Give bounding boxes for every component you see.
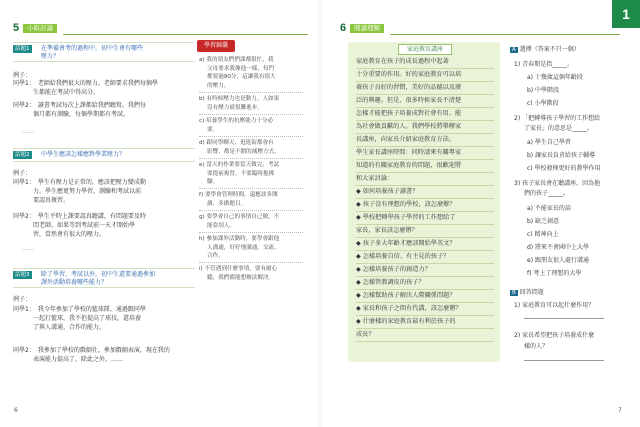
tip-line: 沒有壓力就很難進步。 [207, 104, 263, 111]
tip-line: 要學會自己的事情自己做，不 [206, 214, 280, 220]
tip-divider [199, 92, 303, 93]
tip-divider [199, 188, 303, 189]
answer-option[interactable]: b) 讓家長負責給孩子輔導 [527, 152, 596, 159]
tip-item [199, 235, 305, 261]
student-answer [13, 101, 198, 119]
passage-line: 怎樣才能把孩子培養成對社會有用、能 [356, 108, 494, 121]
tip-line: 當天的作業要當天做完，考試 [206, 162, 280, 168]
answer-line: 一起打籃球，我不但提高了球技，還培養 [33, 315, 142, 322]
tip-line: 參加課外活動時，要學會跟他 [206, 236, 280, 242]
tip-line: 影響，都是不錯的減壓方式。 [207, 148, 280, 155]
tip-item [199, 161, 305, 187]
answer-line: 學生有壓力是正常的，應該把壓力變成動 [37, 179, 146, 186]
tip-line: 要學會管理時間，還應該多閱 [204, 192, 278, 198]
left-page-number: 6 [14, 407, 18, 414]
tip-letter: i) [199, 266, 203, 272]
question [514, 330, 594, 339]
answer-option[interactable]: f) 考上了理想的大學 [527, 270, 582, 277]
passage-line: ◆ 什麼樣的家庭教育最有利於孩子的 [356, 316, 494, 329]
passage-line: ◆ 怎樣幫助孩子解決人際關係問題？ [356, 290, 494, 303]
passage-line: 家庭教育在孩子的成長過程中起著 [356, 56, 494, 69]
left-section-header [13, 22, 308, 35]
tip-item [199, 56, 305, 90]
question-number: 2) [514, 332, 521, 339]
passage-line: 長講座，向家長介紹家庭教育方法。 [356, 134, 494, 147]
topic-question-line: 在準備會考的過程中，初中生會有哪些 [41, 45, 144, 52]
answer-option[interactable]: c) 學校發揮更好的教學作用 [527, 165, 601, 172]
passage-line: 家長，家長該怎麼辦？ [356, 225, 494, 238]
question [514, 113, 600, 122]
passage-line: 為社會做貢獻的人。我們學校將舉辦家 [356, 121, 494, 134]
part-b-header [510, 287, 544, 296]
section-title: 小組討論 [23, 24, 57, 33]
tips-panel [197, 40, 307, 332]
tip-letter: f) [199, 192, 204, 198]
tip-line: 有時候壓力也是動力，人如果 [206, 96, 280, 102]
tip-letter: b) [199, 96, 205, 102]
answer-option[interactable]: e) 跟朋友很人處行溝通 [527, 257, 589, 264]
question-text: 們的孩子_____。 [524, 190, 570, 197]
answer-line: 讀書考試每次上課都給我們聽寫。我們每 [37, 102, 146, 109]
question-number: 3) [514, 180, 521, 187]
passage-line: ◆ 如何培養孩子讀書？ [356, 186, 494, 199]
tip-line: 要。 [207, 126, 219, 133]
tip-letter: d) [199, 140, 205, 146]
student-label: 同學1： [13, 306, 35, 313]
question-text: 家長希望把孩子培養成什麼 [522, 332, 595, 339]
question-number: 1) [514, 302, 521, 309]
answer-line: 我參加了學校的戲劇社，參加戲劇表演，現在我的 [37, 347, 170, 354]
tip-line: 父母要求我像他一樣，每門 [207, 65, 275, 72]
section-rule [63, 34, 308, 35]
student-label: 同學2： [13, 213, 35, 220]
answer-line: 問老師。如果等到考試前一天才開始學 [33, 222, 136, 229]
tip-item [199, 191, 305, 208]
topic-question-line: 中學生應該怎樣應對學業壓力？ [41, 151, 126, 158]
answer-line: 老師給我們很大的壓力。老師要求我們每個學 [37, 80, 158, 87]
tip-letter: e) [199, 162, 205, 168]
student-label: 同學2： [13, 102, 35, 109]
part-badge: A [512, 47, 516, 53]
tip-divider [199, 158, 303, 159]
tip-line: 的壓力。 [207, 82, 230, 89]
tip-divider [199, 114, 303, 115]
tip-letter: h) [199, 236, 205, 242]
part-title: 選擇（答案不只一個） [519, 46, 580, 53]
passage-line: ◆ 怎樣培養自信、有主見的孩子？ [356, 251, 494, 264]
topic-question-line: 除了學習、考試以外，初中生還要通過參加 [41, 271, 156, 278]
ellipsis: …… [22, 128, 34, 135]
topic-question-line: 壓力？ [41, 53, 60, 60]
question-number: 1) [514, 61, 521, 68]
passage-line: 養孩子良好的習慣，美好的品德以及廣 [356, 82, 494, 95]
student-answer [13, 346, 303, 364]
answer-option[interactable]: a) 學生自己學習 [527, 139, 571, 146]
tip-divider [199, 136, 303, 137]
passage-line: ◆ 家長和孩子之間有代溝，該怎麼辦？ [356, 303, 494, 316]
tip-item [199, 265, 305, 282]
answer-line[interactable] [524, 360, 604, 361]
question [514, 178, 600, 187]
question-text: 樣的人？ [524, 343, 549, 350]
tip-line: 合作。 [207, 253, 224, 259]
tip-letter: c) [199, 118, 205, 124]
student-label: 同學1： [13, 179, 35, 186]
passage-line: 知道的有關家庭教育的問題，很歡迎將 [356, 160, 494, 173]
topic-3-box [13, 268, 195, 288]
tip-line: 讀、多做題目。 [207, 200, 247, 207]
page-badge: 1 [612, 0, 640, 28]
passage-line: ◆ 怎樣培養孩子的創造力？ [356, 264, 494, 277]
answer-line: 了與人溝通、合作的能力。 [33, 324, 106, 331]
passage-line: ◆ 怎樣管教調皮的孩子？ [356, 277, 494, 290]
right-page-number: 7 [618, 407, 622, 414]
section-title: 閱讀理解 [350, 24, 384, 33]
question [514, 300, 594, 309]
ellipsis: …… [22, 245, 34, 252]
reading-passage [348, 42, 500, 362]
section-number: 5 [13, 22, 20, 34]
question-text: 孩子家長會在聽講座，因為他 [522, 180, 601, 187]
passage-line: ◆ 學校把轉學孩子學習的工作想給了 [356, 212, 494, 225]
answer-option[interactable]: a) 十幾歲這個年齡段 [527, 74, 583, 81]
tip-line: 人溝通，好好地溝通、交流、 [207, 244, 280, 251]
tip-line: 都要過90分，這讓我有很大 [207, 74, 276, 80]
student-answer [13, 178, 198, 205]
answer-line: 表演能力提高了。除此之外，…… [33, 356, 124, 363]
part-badge: B [512, 290, 516, 296]
tip-letter: g) [199, 214, 205, 220]
answer-line[interactable] [524, 318, 604, 319]
student-label: 同學2： [13, 347, 35, 354]
tip-line: 跟同學聊天、逛逛街都會有 [206, 140, 274, 146]
tip-item [199, 139, 305, 156]
example-label: 例子： [13, 170, 32, 177]
answer-option[interactable]: b) 缺乏創意 [527, 218, 560, 225]
student-answer [13, 79, 198, 97]
answer-option[interactable]: c) 小學階段 [527, 100, 559, 107]
topic-tag: 話題1 [15, 46, 30, 52]
answer-line: 要認真複習。 [33, 197, 70, 204]
tips-logo: 學習錦囊 [197, 40, 235, 52]
student-label: 同學1： [13, 80, 35, 87]
passage-line: ◆ 孩子多大年齡才應該開始學英文？ [356, 238, 494, 251]
topic-tag: 話題2 [15, 152, 30, 158]
question-text: 青春期是指_____。 [522, 61, 574, 68]
topic-question-line: 課外活動培養哪些能力？ [41, 279, 108, 286]
part-a-header [510, 44, 580, 53]
question-text: 「把轉導孩子學習的工作想給 [522, 115, 601, 122]
question [514, 59, 573, 68]
answer-option[interactable]: d) 將來不會國中上大學 [527, 244, 590, 251]
section-number: 6 [340, 22, 347, 34]
tip-divider [199, 210, 303, 211]
passage-line: ◆ 孩子沒有理想的學校，該怎麼辦？ [356, 199, 494, 212]
answer-option[interactable]: b) 中學階段 [527, 87, 560, 94]
tip-line: 聽，我們都能想辦法解決。 [207, 274, 275, 281]
example-label: 例子： [13, 72, 32, 79]
right-section-header [340, 22, 640, 35]
tip-divider [199, 232, 303, 233]
tip-line: 腳。 [207, 179, 219, 185]
answer-line: 生都能在考試中得高分。 [33, 89, 100, 96]
tip-line: 能靠別人。 [207, 222, 235, 229]
passage-line: 泛的興趣。但是，很多時候家長不清楚 [356, 95, 494, 108]
student-answer [13, 212, 198, 239]
topic-tag: 話題3 [15, 272, 30, 278]
tip-item [199, 117, 305, 134]
tip-line: 培養學生的抗壓能力十分必 [206, 118, 274, 124]
passage-line: 學生家長講座時間：同時請來有關專家 [356, 147, 494, 160]
answer-option[interactable]: c) 精神向上 [527, 231, 559, 238]
answer-option[interactable]: a) 不能家長的話 [527, 205, 571, 212]
tip-item [199, 213, 305, 230]
tip-line: 要提前複習，不要臨時抱佛 [207, 170, 275, 177]
question-text: 了家長」的意思是_____。 [524, 125, 594, 132]
passage-title: 家庭教育講座 [398, 44, 452, 55]
answer-line: 我今年參加了學校的籃球隊，通過跟同學 [37, 306, 146, 313]
tip-divider [199, 262, 303, 263]
passage-line: 十分重要的作用。好的家庭教育可以培 [356, 69, 494, 82]
topic-2-box [13, 148, 195, 162]
part-title: 回答問題 [519, 289, 544, 296]
example-label: 例子： [13, 296, 32, 303]
question-text: 家庭教育可以起什麼作用？ [522, 302, 595, 309]
book-spine [318, 0, 322, 427]
answer-line: 力。學生應更努力學習，測驗和考試以前 [33, 188, 142, 195]
answer-line: 學生平時上課要認真聽講，有問題要及時 [37, 213, 146, 220]
tip-line: 我的朋友們們課都很忙，我 [206, 57, 274, 63]
tip-item [199, 95, 305, 112]
section-rule [390, 34, 620, 35]
tip-line: 不管遇到什麼事情，要有耐心 [204, 266, 278, 272]
tip-letter: a) [199, 57, 205, 63]
topic-1-box [13, 42, 195, 62]
student-answer [13, 305, 198, 332]
passage-line: 成長？ [356, 329, 494, 342]
answer-line: 個月都有測驗，每個學期都有考試。 [33, 111, 130, 118]
answer-line: 習，當然會有很大的壓力。 [33, 231, 106, 238]
question-number: 2) [514, 115, 521, 122]
passage-line: 和大家討論： [356, 173, 494, 186]
